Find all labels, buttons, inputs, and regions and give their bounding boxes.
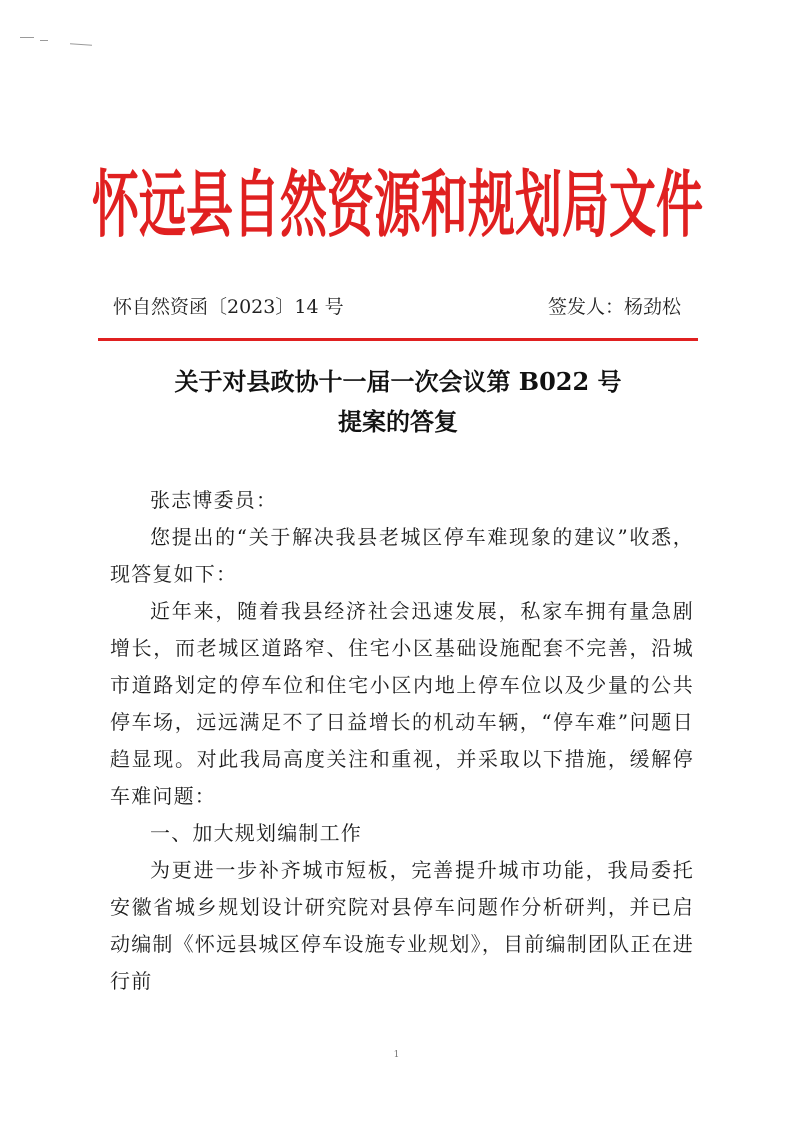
salutation: 张志博委员： [150, 488, 278, 512]
body-paragraph: 为更进一步补齐城市短板，完善提升城市功能，我局委托安徽省城乡规划设计研究院对县停车问题作分析研判，并已启动编制《怀远县城区停车设施专业规划》，目前编制团队正在进行前 [110, 858, 694, 993]
body-paragraph: 您提出的“关于解决我县老城区停车难现象的建议”收悉，现答复如下： [110, 525, 694, 586]
body-paragraph: 近年来，随着我县经济社会迅速发展，私家车拥有量急剧增长，而老城区道路窄、住宅小区基础设施配套不完善，沿城市道路划定的停车位和住宅小区内地上停车位以及少量的公共停车场，远远满足不了日益增长的机动车辆，“停车难”问题日趋显现。对此我局高度关注和重视，并采取以下措施，缓解停车难问题： [110, 599, 694, 808]
document-meta-line [113, 292, 703, 322]
scan-artifact [40, 40, 48, 41]
scan-artifact [70, 43, 92, 46]
scan-artifact [20, 37, 34, 38]
document-body [110, 482, 694, 1000]
red-separator-rule [98, 338, 698, 341]
document-title [98, 362, 698, 442]
document-number: 怀自然资函〔2023〕14 号 [113, 296, 344, 318]
title-line-2: 提案的答复 [338, 407, 458, 436]
org-header-title: 怀远县自然资源和规划局文件 [92, 163, 703, 249]
title-line-1: 关于对县政协十一届一次会议第 B022 号 [174, 367, 622, 396]
signer: 签发人：杨劲松 [547, 296, 681, 318]
section-heading: 一、加大规划编制工作 [150, 821, 362, 845]
page-number: 1 [393, 1050, 400, 1060]
